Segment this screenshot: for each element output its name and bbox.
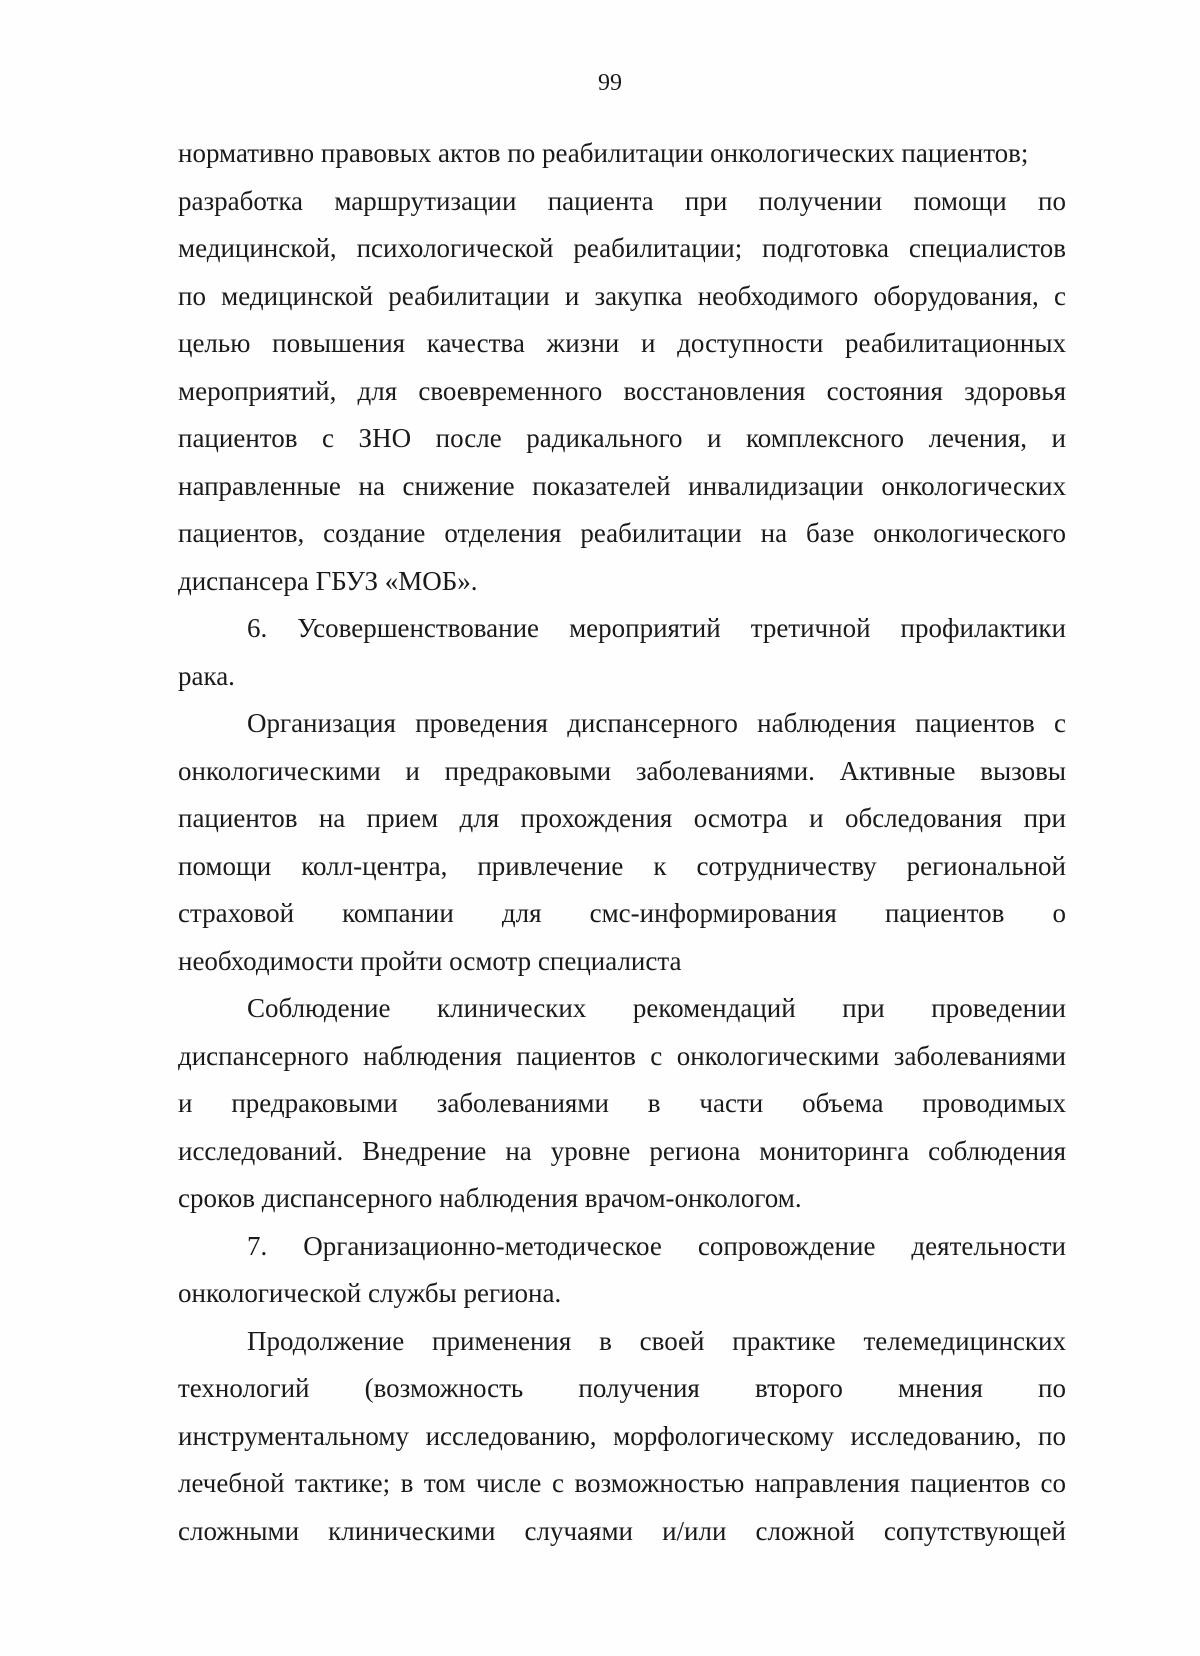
- text-line: по медицинской реабилитации и закупка необходимого оборудования, с: [178, 280, 1066, 311]
- text-line: целью повышения качества жизни и доступности реабилитационных: [178, 328, 1066, 358]
- text-line: 7. Организационно-методическое сопровождение деятельности: [247, 1230, 1066, 1261]
- body-text: [178, 130, 1066, 1555]
- text-line: технологий (возможность получения второго мнения по: [178, 1373, 1066, 1403]
- text-line: диспансера ГБУЗ «МОБ».: [178, 565, 478, 596]
- text-line: мероприятий, для своевременного восстановления состояния здоровья: [178, 375, 1066, 406]
- text-line: помощи колл-центра, привлечение к сотрудничеству региональной: [178, 850, 1066, 881]
- text-line: нормативно правовых актов по реабилитации онкологических пациентов;: [178, 138, 1029, 168]
- text-line: сложными клиническими случаями и/или сложной сопутствующей: [178, 1515, 1066, 1546]
- text-line: Соблюдение клинических рекомендаций при проведении: [247, 993, 1066, 1023]
- text-line: Продолжение применения в своей практике телемедицинских: [247, 1325, 1066, 1356]
- text-line: диспансерного наблюдения пациентов с онкологическими заболеваниями: [178, 1040, 1066, 1071]
- text-line: рака.: [178, 660, 235, 691]
- text-line: 6. Усовершенствование мероприятий третичной профилактики: [247, 613, 1066, 643]
- text-line: онкологической службы региона.: [178, 1278, 562, 1308]
- text-line: лечебной тактике; в том числе с возможностью направления пациентов со: [178, 1468, 1066, 1498]
- text-line: сроков диспансерного наблюдения врачом-онкологом.: [178, 1183, 802, 1213]
- text-line: страховой компании для смс-информирования пациентов о: [178, 898, 1066, 928]
- text-line: необходимости пройти осмотр специалиста: [178, 945, 682, 976]
- text-line: исследований. Внедрение на уровне региона мониторинга соблюдения: [178, 1135, 1066, 1166]
- text-line: разработка маршрутизации пациента при получении помощи по: [178, 185, 1066, 216]
- text-line: и предраковыми заболеваниями в части объема проводимых: [178, 1088, 1066, 1118]
- text-line: направленные на снижение показателей инвалидизации онкологических: [178, 470, 1066, 501]
- text-line: пациентов на прием для прохождения осмотра и обследования при: [178, 803, 1066, 833]
- page-number: 99: [598, 70, 622, 96]
- text-line: пациентов, создание отделения реабилитации на базе онкологического: [178, 518, 1066, 548]
- text-line: пациентов с ЗНО после радикального и комплексного лечения, и: [178, 423, 1066, 453]
- text-line: Организация проведения диспансерного наблюдения пациентов с: [247, 708, 1066, 738]
- text-line: онкологическими и предраковыми заболеваниями. Активные вызовы: [178, 755, 1066, 786]
- text-line: инструментальному исследованию, морфологическому исследованию, по: [178, 1420, 1066, 1451]
- text-line: медицинской, психологической реабилитации; подготовка специалистов: [178, 233, 1066, 263]
